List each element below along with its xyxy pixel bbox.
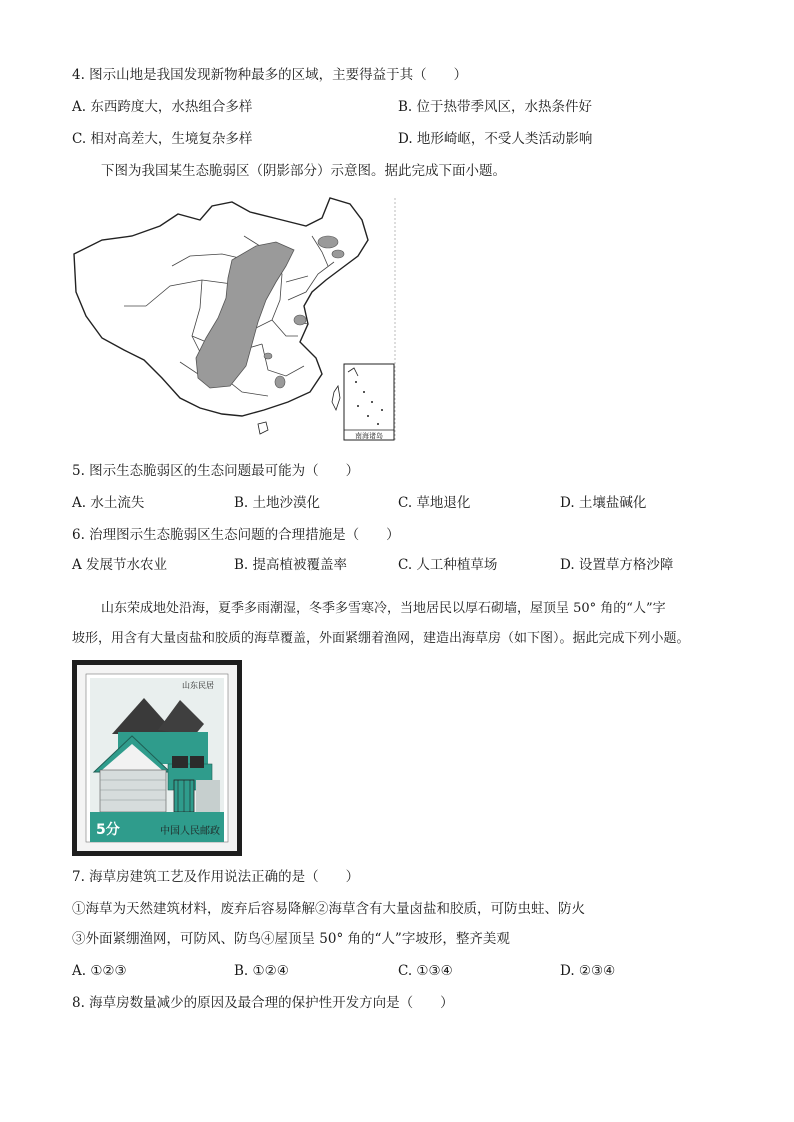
fragile-zone-northeast-2 [332,250,344,258]
stamp-issuer: 中国人民邮政 [160,826,220,837]
stamp-intro-line2: 坡形，用含有大量卤盐和胶质的海草覆盖，外面紧绷着渔网，建造出海草房（如下图）。据此完成下列小题。 [72,631,690,646]
q5-option-c: C. 草地退化 [398,495,471,511]
seaweed-house-stamp [72,660,242,856]
hainan-outline [258,422,268,434]
q6-option-d: D. 设置草方格沙障 [560,557,674,573]
stamp-denomination: 5分 [96,822,120,838]
fragile-zone-south [275,376,285,388]
fragile-zone-small [264,353,272,359]
q5-option-b: B. 土地沙漠化 [234,495,321,511]
q7-option-b: B. ①②④ [234,963,289,979]
q7-statement-1: ①海草为天然建筑材料，废弃后容易降解②海草含有大量卤盐和胶质，可防虫蛀、防火 [72,901,585,917]
q5-option-a: A. 水土流失 [72,495,145,511]
q7-stem: 7. 海草房建筑工艺及作用说法正确的是（ ） [72,869,360,885]
q4-option-b: B. 位于热带季风区，水热条件好 [398,99,593,115]
stamp-top-label: 山东民居 [182,681,214,690]
q7-option-c: C. ①③④ [398,963,453,979]
q5-option-d: D. 土壤盐碱化 [560,495,647,511]
stamp-svg [72,660,242,856]
front-wall [100,770,166,812]
fragile-zone-east [294,315,306,325]
inset-label: 南海诸岛 [355,432,383,440]
q5-stem: 5. 图示生态脆弱区的生态问题最可能为（ ） [72,463,360,479]
china-ecological-map [72,196,398,444]
q7-statement-2: ③外面紧绷渔网，可防风、防鸟④屋顶呈 50° 角的“人”字坡形，整齐美观 [72,931,510,947]
q8-stem: 8. 海草房数量减少的原因及最合理的保护性开发方向是（ ） [72,995,454,1011]
q6-option-a: A 发展节水农业 [72,557,168,573]
fragile-zone-northeast [318,236,338,248]
q6-option-c: C. 人工种植草场 [398,557,498,573]
q4-option-a: A. 东西跨度大，水热组合多样 [72,99,253,115]
taiwan-outline [332,386,340,410]
china-map-svg [72,196,398,444]
q4-option-c: C. 相对高差大，生境复杂多样 [72,131,253,147]
q7-option-d: D. ②③④ [560,963,616,979]
south-china-sea-inset [344,364,394,440]
stamp-intro-line1: 山东荣成地处沿海，夏季多雨潮湿，冬季多雪寒冷，当地居民以厚石砌墙，屋顶呈 50° 角的“人”字 [101,601,666,616]
q4-stem: 4. 图示山地是我国发现新物种最多的区域，主要得益于其（ ） [72,67,468,83]
q6-stem: 6. 治理图示生态脆弱区生态问题的合理措施是（ ） [72,527,400,543]
q7-option-a: A. ①②③ [72,963,127,979]
map-intro: 下图为我国某生态脆弱区（阴影部分）示意图。据此完成下面小题。 [101,163,506,179]
q6-option-b: B. 提高植被覆盖率 [234,557,348,573]
q4-option-d: D. 地形崎岖，不受人类活动影响 [398,131,593,147]
